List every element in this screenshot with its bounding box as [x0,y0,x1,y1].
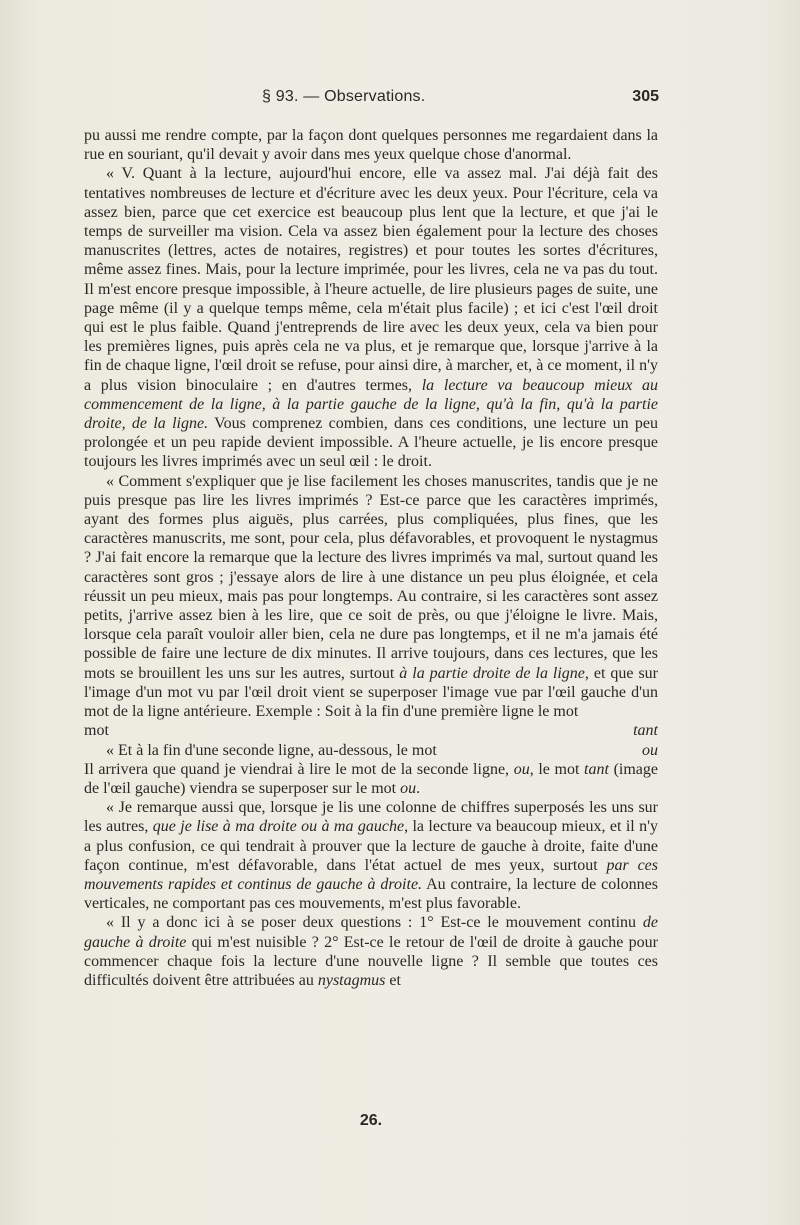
text-segment: . [416,779,421,797]
italic-segment: ou [400,779,417,797]
example-line-1-left: mot [84,722,109,740]
paragraph-p6 [84,913,658,990]
example-line-2 [84,741,658,760]
text-segment: « Il y a donc ici à se poser deux questions : 1° Est-ce le mouvement continu [106,914,643,932]
example-line-2-right: ou [642,741,658,759]
text-segment: qui m'est nuisible ? 2° Est-ce le retour de l'œil de droite à gauche pour commencer chaque fois la lecture d'une nouvelle ligne ? Il semble que toutes ces difficultés doivent être attribuées au [84,933,659,989]
text-segment: « Comment s'expliquer que je lise facilement les choses manuscrites, tandis que je ne puis presque pas lire les livres imprimés ? Est-ce parce que les caractères imprimés, ayant des formes plus aiguës, plus carrées, plus compliquées, plus fines, que les caractères manuscrits, me sont, pour cela, plus défavorables, et provoquent le nystagmus ? J'ai fait encore la remarque que la lecture des livres imprimés va mal, surtout quand les caractères sont gros ; j'essaye alors de lire à une distance un peu plus éloignée, et cela réussit un peu mieux, mais pas pour longtemps. Au contraire, si les caractères sont assez petits, j'arrive assez bien à les lire, que ce soit de près, ou que j'éloigne le livre. Mais, lorsque cela paraît vouloir aller bien, cela ne dure pas longtemps, et il ne m'a jamais été possible de faire une lecture de dix minutes. Il arrive toujours, dans ces lectures, que les mots se brouillent les uns sur les autres, surtout [84,472,658,682]
paragraphs-after-example [84,760,658,990]
paragraph-p4 [84,760,658,798]
text-segment: « V. Quant à la lecture, aujourd'hui encore, elle va assez mal. J'ai déjà fait des tentatives nombreuses de lecture et d'écriture avec les deux yeux. Pour l'écriture, cela va assez bien, parce que cet exercice est beaucoup plus lent que la lecture, et que j'ai le temps de surveiller ma vision. Cela va assez bien également pour la lecture des choses manuscrites (lettres, actes de notaires, registres) et pour toutes les sortes d'écritures, même assez fines. Mais, pour la lecture imprimée, pour les livres, cela ne va pas du tout. Il m'est encore presque impossible, à l'heure actuelle, de lire plusieurs pages de suite, une page même (il y a quelque temps même, cela m'était plus facile) ; et ici c'est l'œil droit qui est le plus faible. Quand j'entreprends de lire avec les deux yeux, cela va bien pour les premières lignes, puis après cela ne va plus, et je remarque que, lorsque j'arrive à la fin de chaque ligne, l'œil droit se refuse, pour ainsi dire, à marcher, et, à ce moment, il n'y a plus vision binoculaire ; en d'autres termes, [84,165,658,394]
paragraph-p3 [84,472,658,722]
paragraph-p5 [84,798,658,913]
page-number: 305 [632,88,659,105]
running-head: § 93. — Observations. [262,88,426,105]
italic-segment: tant [584,760,609,778]
page-header [84,88,659,112]
paragraph-p1 [84,126,658,164]
text-segment: , et que sur l'image d'un mot vu par l'œil droit vient se superposer l'image vue par l'œil gauche d'un mot de la ligne antérieure. Exemple : Soit à la fin d'une première ligne le mot [84,664,658,721]
italic-segment: par ces mouvements rapides et continus de gauche à droite. [84,856,658,893]
text-segment: , la lecture va beaucoup mieux, et il n'y a plus confusion, ce qui tendrait à prouver que la lecture de gauche à droite, faite d'une façon continue, m'est défavorable, dans l'état actuel de mes yeux, surtout [84,818,659,874]
italic-segment: ou [513,760,530,778]
example-line-1-right: tant [633,722,658,740]
example-line-2-left: « Et à la fin d'une seconde ligne, au-dessous, le mot [106,741,437,759]
italic-segment: nystagmus [317,971,386,989]
italic-segment: à la partie droite de la ligne [399,664,585,682]
example-line-1 [84,721,658,740]
paragraphs-before-example [84,126,658,721]
text-segment: , le mot [529,760,585,778]
text-segment: Au contraire, la lecture de colonnes verticales, ne comportant pas ces mouvements, m'est plus favorable. [84,875,659,913]
signature-mark: 26. [359,1112,383,1129]
text-segment: « Je remarque aussi que, lorsque je lis une colonne de chiffres superposés les uns sur les autres, [84,799,658,836]
text-segment: pu aussi me rendre compte, par la façon dont quelques personnes me regardaient dans la rue en souriant, qu'il devait y avoir dans mes yeux quelque chose d'anormal. [84,127,658,164]
body-text [84,126,658,990]
italic-segment: de gauche à droite [84,914,658,951]
text-segment: (image de l'œil gauche) viendra se superposer sur le mot [84,760,658,797]
paragraph-p2 [84,164,658,471]
text-segment: Il arrivera que quand je viendrai à lire le mot de la seconde ligne, [84,760,514,778]
italic-segment: que je lise à ma droite ou à ma gauche [152,818,405,836]
text-segment: et [385,971,401,989]
text-segment: Vous comprenez combien, dans ces conditions, une lecture un peu prolongée et un peu rapide devient impossible. A l'heure actuelle, je lis encore presque toujours les livres imprimés avec un seul œil : le droit. [84,415,658,471]
italic-segment: la lecture va beaucoup mieux au commencement de la ligne, à la partie gauche de la ligne, qu'à la fin, qu'à la partie droite, de la ligne. [84,376,659,433]
